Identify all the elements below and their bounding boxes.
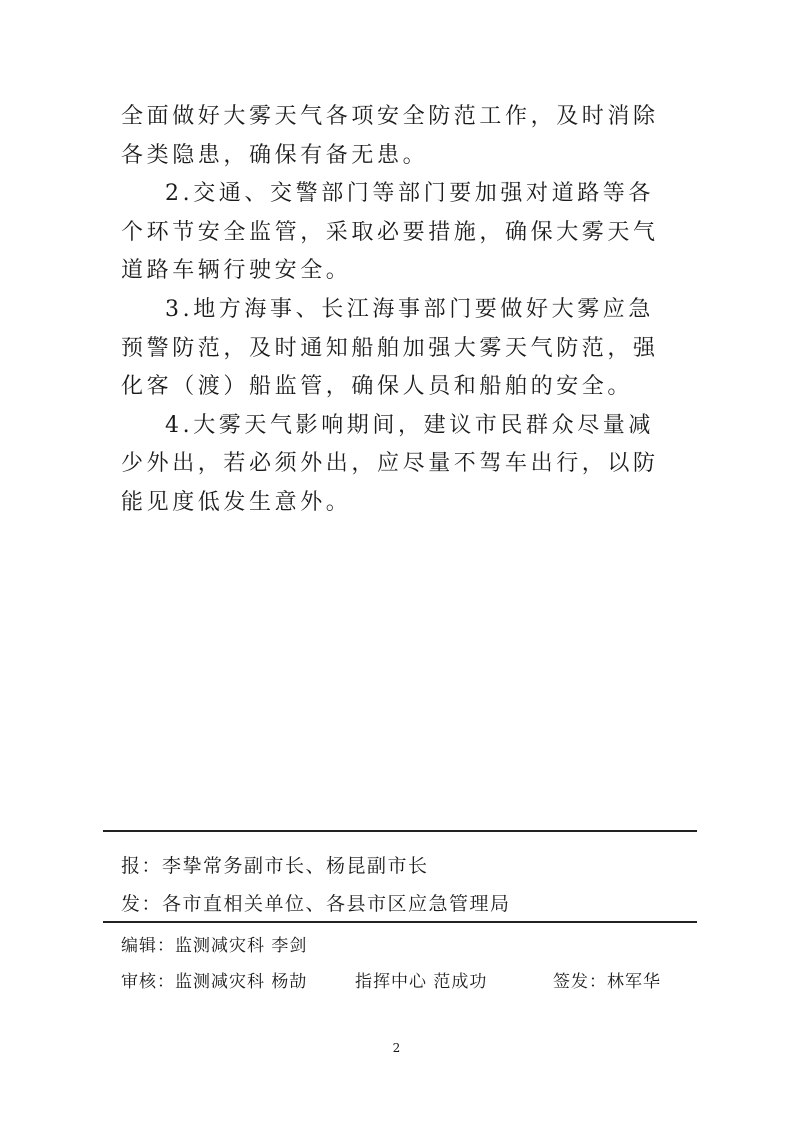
paragraph-item-4: 4.大雾天气影响期间，建议市民群众尽量减少外出，若必须外出，应尽量不驾车出行，以防能见度低发生意外。	[121, 412, 659, 515]
editor-line: 编辑：监测减灾科 李剑	[121, 936, 308, 956]
body-text	[121, 98, 671, 523]
paragraph-item-2: 2.交通、交警部门等部门要加强对道路等各个环节安全监管，采取必要措施，确保大雾天气道路车辆行驶安全。	[121, 181, 659, 284]
signer-line: 签发：林军华	[553, 972, 661, 992]
paragraph-item-3: 3.地方海事、长江海事部门要做好大雾应急预警防范，及时通知船舶加强大雾天气防范，强化客（渡）船监管，确保人员和船舶的安全。	[121, 296, 659, 400]
page-number: 2	[392, 1041, 401, 1055]
reviewer-line: 审核：监测减灾科 杨劼	[121, 972, 308, 992]
command-center-line: 指挥中心 范成功	[355, 972, 488, 992]
report-to-line: 报：李挚常务副市长、杨昆副市长	[121, 855, 429, 877]
paragraph-continuation: 全面做好大雾天气各项安全防范工作，及时消除各类隐患，确保有备无患。	[121, 104, 659, 168]
divider-middle	[103, 921, 697, 923]
send-to-line: 发：各市直相关单位、各县市区应急管理局	[121, 893, 511, 915]
divider-top	[103, 830, 697, 832]
